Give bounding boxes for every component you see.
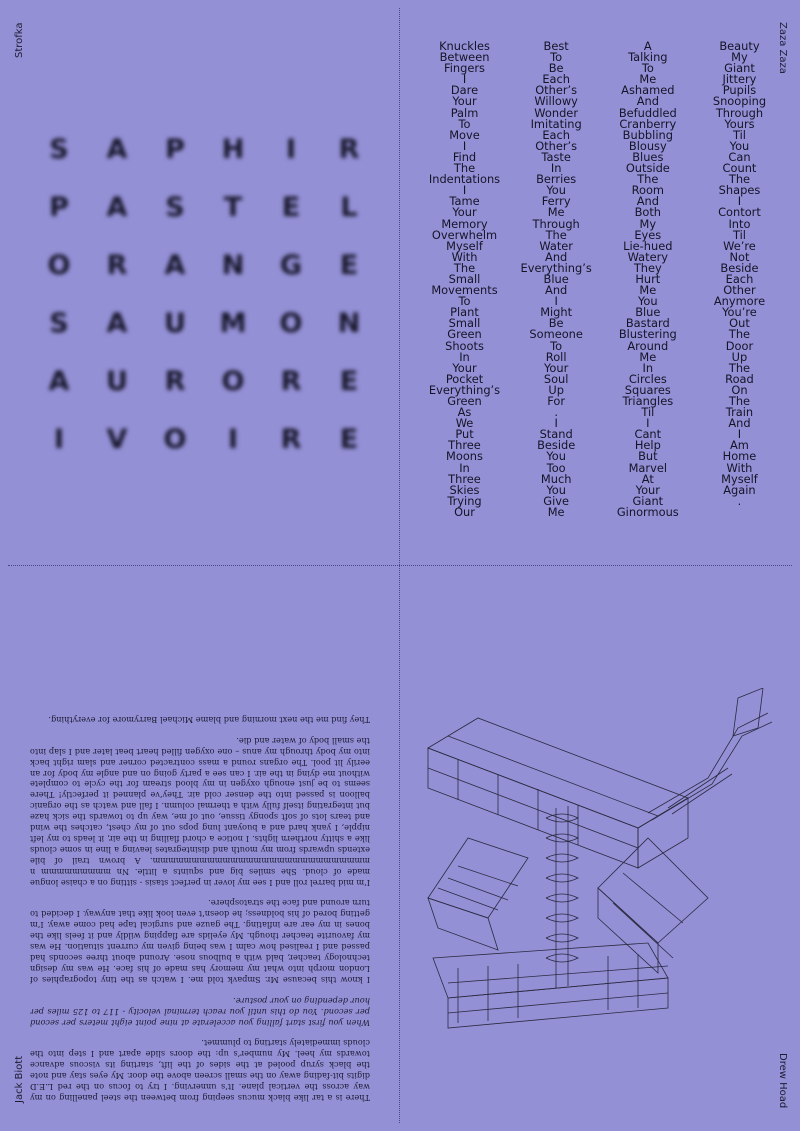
poem-line: Beside	[537, 438, 576, 453]
poem-line: .	[737, 493, 742, 508]
poem-line: Ferry	[541, 194, 571, 209]
poem-line: Find	[452, 149, 477, 164]
poem-column	[422, 41, 507, 518]
poem-line: Be	[548, 316, 564, 331]
poem-line: With	[726, 460, 753, 475]
poem-line: Bastard	[625, 316, 670, 331]
poem-line: Ashamed	[621, 83, 675, 98]
label-jack-biott: Jack Biott	[14, 1055, 25, 1103]
poem-line: Lie-hued	[623, 238, 673, 253]
poem-line: Skies	[449, 482, 480, 497]
poem-line: Blousy	[628, 138, 667, 153]
grid-row-saphir	[44, 120, 364, 178]
poem-line: The	[728, 394, 751, 408]
grid-letter: R	[164, 365, 186, 397]
poem-line: Anymore	[713, 294, 766, 309]
poem-line: Both	[634, 205, 662, 220]
poem-line: Train	[725, 405, 754, 420]
grid-letter: O	[163, 423, 187, 455]
upside-down-story	[30, 603, 370, 1103]
poem-line: Might	[540, 305, 573, 320]
poem-line: Put	[455, 427, 474, 442]
poem-line: Befuddled	[618, 105, 677, 120]
grid-letter: R	[338, 133, 360, 165]
poem-line: Blues	[632, 149, 664, 164]
poem-line: Blue	[635, 305, 661, 320]
grid-row-ivoire	[44, 410, 364, 468]
poem-line: Small	[448, 316, 481, 331]
poem-line: A	[643, 39, 652, 53]
poem-line: Through	[532, 216, 580, 231]
grid-letter: A	[164, 249, 186, 281]
poem-line: Your	[452, 360, 477, 375]
grid-letter: L	[340, 191, 358, 223]
poem-line: And	[728, 416, 751, 431]
poem-line: The	[728, 327, 751, 342]
poem-line: Til	[733, 227, 746, 242]
poem-line: On	[731, 382, 748, 397]
poem-line: Giant	[724, 61, 755, 76]
poem-line: Watery	[627, 249, 669, 264]
poem-line: And	[636, 194, 659, 209]
poem-columns	[422, 41, 782, 518]
poem-line: To	[550, 338, 563, 353]
poem-line: Much	[540, 471, 572, 486]
poem-line: Shapes	[718, 183, 761, 198]
poem-line: I	[646, 416, 650, 431]
poem-line: Indentations	[428, 172, 501, 187]
grid-letter: P	[165, 133, 185, 165]
story-paragraph-italic: When you first start falling you accelerate at nine point eight meters per second per second. You do this until you reach terminal velocity - 117 to 125 miles per hour depending on your posture.	[30, 995, 370, 1028]
poem-line: We	[455, 416, 474, 431]
poem-line: Taste	[541, 149, 571, 164]
poem-line: Water	[539, 238, 573, 253]
poem-line: But	[638, 449, 658, 464]
poem-line: Snooping	[712, 94, 767, 109]
poem-line: Knuckles	[439, 39, 490, 53]
poem-line: Wonder	[534, 105, 579, 120]
poem-line: Your	[452, 94, 477, 109]
grid-letter: H	[221, 133, 245, 165]
grid-letter: P	[49, 191, 69, 223]
poem-line: Into	[728, 216, 751, 231]
story-paragraph: I know this because Mr. Smpavk told me. I watch as the tiny topographies of London morph into what my memory has made of his face. He was my design technology teacher, bald with a bulbous nose. Around about three seconds had passed and I realised how calm I was being given my current situation. He was my favourite teacher though. My eyelids are flapping wildly and it feels like the bones in my ear are inflating. The gauze and surgical tape had come away. I’m getting bored of his boldness; he doesn’t even look like that anyway. I decided to turn around and face the stratosphere.	[30, 898, 370, 985]
grid-letter: V	[106, 423, 128, 455]
poem-line: They	[633, 260, 662, 275]
poem-line: Each	[725, 271, 754, 286]
poem-line: Not	[729, 249, 750, 264]
grid-letter: I	[227, 423, 239, 455]
poem-line: Myself	[446, 238, 483, 253]
poem-line: Best	[543, 39, 569, 53]
grid-row-pastel	[44, 178, 364, 236]
poem-line: Palm	[450, 105, 479, 120]
poem-line: Road	[725, 371, 754, 386]
poem-line: Me	[639, 283, 657, 298]
poem-line: Door	[725, 338, 754, 353]
poem-line: The	[545, 227, 567, 242]
poem-line: You’re	[722, 305, 757, 320]
poem-line: I	[462, 183, 467, 198]
poem-line: Marvel	[628, 460, 668, 475]
blurred-letter-grid	[44, 120, 364, 468]
poem-line: Ginormous	[616, 504, 679, 519]
poem-line: Contort	[718, 205, 761, 220]
long-box-shape	[428, 718, 688, 868]
poem-line: Through	[715, 105, 764, 120]
poem-line: And	[545, 283, 568, 298]
poem-line: Up	[731, 349, 748, 364]
poem-line: Me	[639, 349, 657, 364]
poem-line: Berries	[536, 172, 577, 187]
story-paragraph: They find me the next morning and blame Michael Barrymore for everything.	[48, 714, 370, 725]
poem-line: My	[639, 216, 657, 231]
poem-line: At	[641, 471, 654, 486]
poem-line: Triangles	[622, 394, 674, 408]
spiral-stair-shape	[546, 806, 578, 988]
grid-letter: I	[285, 133, 297, 165]
poem-line: Blustering	[618, 327, 677, 342]
poem-line: In	[550, 161, 562, 176]
poem-line: The	[637, 172, 659, 187]
grid-letter: N	[337, 307, 361, 339]
poem-line: For	[547, 394, 566, 408]
grid-row-saumon	[44, 294, 364, 352]
poem-line: Three	[448, 438, 481, 453]
poem-line: Movements	[431, 283, 498, 298]
poem-line: Eyes	[634, 227, 662, 242]
poem-line: We’re	[723, 238, 756, 253]
poem-line: Our	[454, 504, 475, 519]
poem-line: Count	[722, 161, 757, 176]
poem-line: Til	[733, 127, 746, 142]
poem-line: Squares	[624, 382, 671, 397]
story-paragraph: I’m mid barrel roll and I see my lover in perfect stasis - sitting on a chaise longue made of cloud. She smiles big and squints a little. Nn mmmmmmmmm n mmmmmmmmmmmmmmmmmmmmmmmmmmmm. A brown trail of bile extends upwards from my mouth and disintegrates leaving a line in some clouds like a shitty northern lights. I notice a chord flailing in the air, it leads to my left nipple, I yank hard and a buoyant lung pops out of my chest, catches the wind and tears lots of soft spongy tissue, out of me, way up to towards the sick haze but integrating itself fully with a thermal column. I fall and watch as the organic balloon is passed into the denser cold air. They’ve planned it perfectly! There seems to be just enough oxygen in my blood stream for the cycle to complete without me dying in the air. I can see a party going on and angle my body for an eerily lit pool. The organs round a mass contracted corner and slam right back into my body through my anus – one oxygen filled heart beat later and I slap into the small body of water and die.	[30, 735, 370, 888]
poem-line: Bubbling	[622, 127, 673, 142]
poem-line: In	[459, 349, 470, 364]
grid-letter: A	[106, 133, 128, 165]
poem-line: Tame	[449, 194, 480, 209]
poem-line: Pocket	[445, 371, 484, 386]
poem-line: Between	[439, 50, 490, 65]
ramp-shape	[648, 688, 772, 820]
poem-line: The	[728, 360, 751, 375]
poem-line: Stand	[539, 427, 573, 442]
grid-letter: O	[221, 365, 245, 397]
horizontal-fold-line	[8, 565, 792, 566]
poem-line: Move	[449, 127, 480, 142]
grid-letter: U	[164, 307, 186, 339]
label-strofka: Strofka	[14, 22, 25, 58]
poem-line: Pupils	[722, 83, 757, 98]
grid-letter: A	[106, 307, 128, 339]
poem-line: Memory	[441, 216, 488, 231]
poem-line: Fingers	[444, 61, 485, 76]
poem-line: Other’s	[535, 138, 578, 153]
story-paragraph: There is a tar like black mucus seeping from between the steel panelling on my way across the vertical plane. It’s unnerving. I try to focus on the red L.E.D digits bit-fading away on the small screen above the door. My eyes stay and note the black syrup pooled at the sides of the lift, starting its viscous advance towards my heel. My number’s up: the doors slide apart and I step into the clouds immediately starting to plummet.	[30, 1038, 370, 1103]
poem-line: To	[458, 116, 471, 131]
poem-column	[697, 41, 782, 518]
poem-line: And	[636, 94, 659, 109]
grid-letter: E	[339, 365, 359, 397]
grid-letter: R	[106, 249, 128, 281]
poem-line: Again	[723, 482, 756, 497]
poem-line: Out	[729, 316, 750, 331]
poem-line: Beside	[720, 260, 759, 275]
right-box-shape	[598, 838, 708, 973]
poem-line: Myself	[721, 471, 758, 486]
poem-line: Blue	[543, 271, 569, 286]
left-box-shape	[428, 838, 528, 950]
poem-column	[605, 41, 690, 518]
poem-line: To	[550, 50, 563, 65]
grid-letter: O	[279, 307, 303, 339]
poem-line: I	[462, 72, 467, 87]
poem-line: Too	[546, 460, 566, 475]
grid-letter: G	[279, 249, 303, 281]
poem-line: Each	[542, 127, 570, 142]
grid-letter: A	[48, 365, 70, 397]
poem-line: .	[554, 405, 558, 420]
isometric-building-wireframe-icon	[418, 688, 782, 1048]
poem-line: Green	[447, 327, 482, 342]
poem-line: Til	[641, 405, 655, 420]
poem-line: Three	[448, 471, 481, 486]
poem-line: Am	[730, 438, 749, 453]
poem-line: Your	[543, 360, 569, 375]
poem-line: Trying	[447, 493, 482, 508]
grid-letter: S	[165, 191, 185, 223]
poem-line: You	[546, 449, 566, 464]
poem-line: Overwhelm	[431, 227, 498, 242]
grid-letter: I	[53, 423, 65, 455]
poem-line: Soul	[543, 371, 569, 386]
poem-line: Me	[639, 72, 657, 87]
poem-line: Willowy	[534, 94, 578, 109]
poem-line: Help	[634, 438, 661, 453]
poem-line: You	[546, 183, 566, 198]
poem-line: Giant	[632, 493, 664, 508]
poem-line: I	[462, 138, 467, 153]
poem-line: Can	[728, 149, 751, 164]
poem-line: Each	[542, 72, 570, 87]
grid-row-aurore	[44, 352, 364, 410]
grid-letter: N	[221, 249, 245, 281]
poem-line: Up	[548, 382, 564, 397]
poem-line: Everything’s	[520, 260, 592, 275]
poem-line: Roll	[545, 349, 567, 364]
grid-letter: E	[339, 249, 359, 281]
grid-letter: T	[223, 191, 243, 223]
poem-line: Beauty	[719, 39, 760, 53]
grid-letter: E	[339, 423, 359, 455]
grid-letter: O	[47, 249, 71, 281]
poem-line: Other	[723, 283, 756, 298]
poem-line: Home	[722, 449, 757, 464]
poem-line: You	[637, 294, 658, 309]
poem-column	[514, 41, 599, 518]
poem-line: In	[642, 360, 654, 375]
poem-line: To	[458, 294, 471, 309]
poem-line: Everything’s	[428, 382, 501, 397]
poem-line: Plant	[450, 305, 479, 320]
poem-line: Outside	[625, 161, 670, 176]
poem-line: Green	[447, 394, 482, 408]
poem-line: Imitating	[530, 116, 582, 131]
poem-line: I	[737, 427, 742, 442]
poem-line: The	[453, 260, 476, 275]
grid-letter: M	[219, 307, 247, 339]
poem-line: Be	[548, 61, 564, 76]
poem-line: I	[554, 294, 558, 309]
poem-line: To	[641, 61, 654, 76]
poem-line: As	[457, 405, 472, 420]
poem-line: And	[545, 249, 568, 264]
grid-row-orange	[44, 236, 364, 294]
grid-letter: U	[106, 365, 128, 397]
poem-line: Dare	[450, 83, 479, 98]
poem-line: You	[729, 138, 750, 153]
poem-line: The	[453, 161, 476, 176]
label-zaza-zaza: Zaza Zaza	[777, 22, 788, 74]
poem-line: Room	[631, 183, 665, 198]
poem-line: Someone	[529, 327, 583, 342]
poem-line: Other’s	[535, 83, 578, 98]
poem-line: Your	[452, 205, 477, 220]
poem-line: Circles	[628, 371, 667, 386]
poem-line: Moons	[446, 449, 483, 464]
label-drew-hoad: Drew Hoad	[777, 1053, 788, 1109]
poem-line: Give	[543, 493, 570, 508]
poem-line: The	[728, 172, 751, 187]
poem-line: Small	[448, 271, 481, 286]
poem-line: With	[451, 249, 478, 264]
poem-line: I	[554, 416, 558, 431]
poem-line: Talking	[628, 50, 668, 65]
grid-letter: A	[106, 191, 128, 223]
poem-line: Cant	[634, 427, 662, 442]
grid-letter: R	[280, 423, 302, 455]
poem-line: Hurt	[635, 271, 661, 286]
grid-letter: E	[281, 191, 301, 223]
poem-line: Jittery	[722, 72, 757, 87]
poem-line: My	[731, 50, 748, 65]
poem-line: In	[459, 460, 470, 475]
poem-line: You	[546, 482, 566, 497]
grid-letter: S	[49, 133, 69, 165]
grid-letter: R	[280, 365, 302, 397]
poem-line: Yours	[724, 116, 755, 131]
poem-line: Your	[635, 482, 660, 497]
poem-line: Me	[547, 504, 565, 519]
poem-line: Shoots	[445, 338, 484, 353]
poem-line: Me	[547, 205, 565, 220]
poem-line: I	[737, 194, 742, 209]
poem-line: Around	[627, 338, 669, 353]
poem-line: Cranberry	[619, 116, 677, 131]
grid-letter: S	[49, 307, 69, 339]
